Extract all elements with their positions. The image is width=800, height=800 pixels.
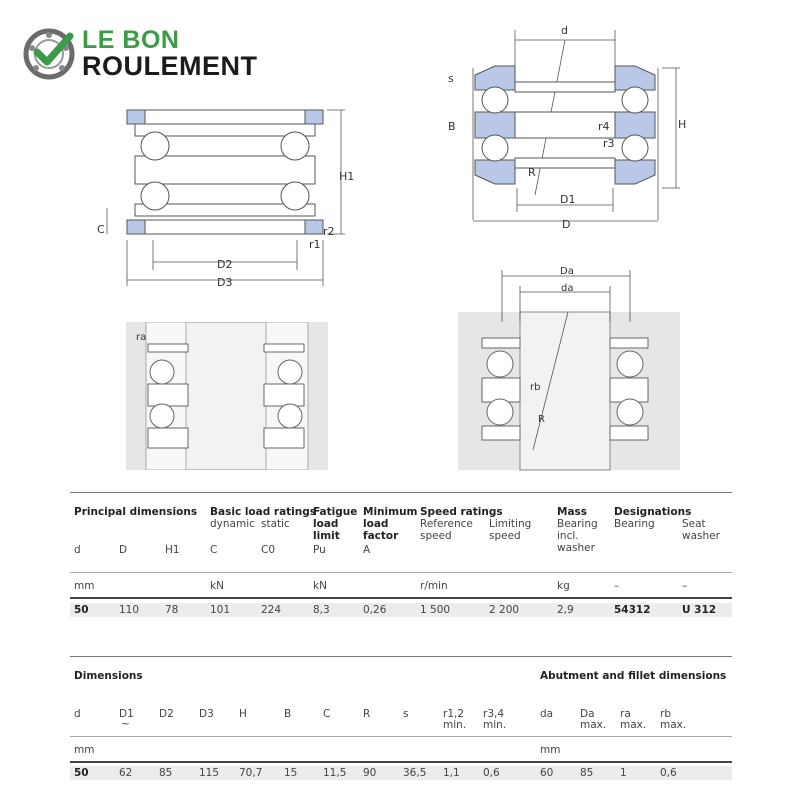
label-rb: rb: [530, 382, 541, 393]
sym-A: A: [363, 544, 371, 556]
brand-line2: ROULEMENT: [82, 51, 258, 81]
hdr-mass-2: incl.: [557, 530, 579, 542]
hdr-fatigue-3: limit: [313, 530, 340, 542]
hdr-dynamic: dynamic: [210, 518, 255, 530]
hdr-lim-speed-2: speed: [489, 530, 521, 542]
sym2-D1-sub: ~: [121, 718, 130, 730]
val-d: 50: [74, 604, 89, 616]
val2-ra: 1: [620, 767, 627, 779]
val-H1: 78: [165, 604, 179, 616]
label-R: R: [528, 166, 536, 179]
label-H1: H1: [339, 170, 355, 183]
val2-H: 70,7: [239, 767, 263, 779]
hdr-seat-1: Seat: [682, 518, 706, 530]
val-bearing: 54312: [614, 604, 651, 616]
val-D: 110: [119, 604, 140, 616]
val2-rb: 0,6: [660, 767, 677, 779]
hdr-lim-speed-1: Limiting: [489, 518, 532, 530]
hdr-basic: Basic load ratings: [210, 506, 317, 518]
brand-line1: LE BON: [82, 26, 180, 54]
label-r1: r1: [309, 238, 321, 251]
label-s: s: [448, 72, 454, 85]
val2-r12: 1,1: [443, 767, 460, 779]
hdr-minimum-3: factor: [363, 530, 399, 542]
val2-d: 50: [74, 767, 89, 779]
val2-C: 11,5: [323, 767, 347, 779]
sym2-da: da: [540, 708, 554, 720]
sym2-r34: r3,4: [483, 708, 505, 720]
val2-D1: 62: [119, 767, 133, 779]
hdr-fatigue-2: load: [313, 518, 339, 530]
sym2-Da: Da: [580, 708, 595, 720]
hdr-ref-speed-1: Reference: [420, 518, 473, 530]
val2-D3: 115: [199, 767, 220, 779]
sym2-r12-sub: min.: [443, 719, 467, 731]
unit-kN-2: kN: [313, 580, 327, 592]
sym2-H: H: [239, 708, 247, 720]
label-D1: D1: [560, 193, 576, 206]
sym2-B: B: [284, 708, 292, 720]
val-seat: U 312: [682, 604, 717, 616]
hdr-abutment: Abutment and fillet dimensions: [540, 670, 727, 682]
val2-da: 60: [540, 767, 554, 779]
val2-Da: 85: [580, 767, 594, 779]
hdr-principal: Principal dimensions: [74, 506, 198, 518]
sym2-ra-sub: max.: [620, 719, 647, 731]
sym2-r12: r1,2: [443, 708, 465, 720]
hdr-seat-2: washer: [682, 530, 720, 542]
unit-dash-1: –: [614, 580, 620, 592]
hdr-desig-bearing: Bearing: [614, 518, 655, 530]
sym-D: D: [119, 544, 128, 556]
unit2-mm-1: mm: [74, 744, 95, 756]
unit-speed: r/min: [420, 580, 448, 592]
sym2-Da-sub: max.: [580, 719, 607, 731]
sym-H1: H1: [165, 544, 180, 556]
label-R-mount: R: [538, 414, 545, 425]
val2-D2: 85: [159, 767, 173, 779]
label-H: H: [678, 118, 687, 131]
label-D: D: [562, 218, 571, 231]
val-Pu: 8,3: [313, 604, 330, 616]
label-B: B: [448, 120, 456, 133]
sym2-C: C: [323, 708, 331, 720]
unit-kN-1: kN: [210, 580, 224, 592]
hdr-fatigue-1: Fatigue: [313, 506, 358, 518]
sym-C0: C0: [261, 544, 276, 556]
label-ra: ra: [136, 332, 147, 343]
sym2-rb-sub: max.: [660, 719, 687, 731]
sym2-ra: ra: [620, 708, 631, 720]
label-r3: r3: [603, 137, 615, 150]
sym2-r34-sub: min.: [483, 719, 507, 731]
val-mass: 2,9: [557, 604, 574, 616]
val-ref-speed: 1 500: [420, 604, 451, 616]
hdr-dimensions: Dimensions: [74, 670, 143, 682]
unit-kg: kg: [557, 580, 570, 592]
hdr-mass-3: washer: [557, 542, 595, 554]
label-D3: D3: [217, 276, 233, 289]
sym-d: d: [74, 544, 81, 556]
val2-s: 36,5: [403, 767, 427, 779]
label-r4: r4: [598, 120, 610, 133]
sym2-rb: rb: [660, 708, 671, 720]
hdr-mass: Mass: [557, 506, 588, 518]
unit-dash-2: –: [682, 580, 688, 592]
val2-r34: 0,6: [483, 767, 500, 779]
hdr-designations: Designations: [614, 506, 692, 518]
sym-Pu: Pu: [313, 544, 326, 556]
label-C: C: [97, 223, 105, 236]
sym-C: C: [210, 544, 218, 556]
label-Da: Da: [560, 266, 574, 277]
val2-R: 90: [363, 767, 377, 779]
sym2-d: d: [74, 708, 81, 720]
sym2-s: s: [403, 708, 409, 720]
label-r2: r2: [323, 225, 335, 238]
sym2-D2: D2: [159, 708, 174, 720]
label-D2: D2: [217, 258, 233, 271]
hdr-ref-speed-2: speed: [420, 530, 452, 542]
unit-mm: mm: [74, 580, 95, 592]
hdr-static: static: [261, 518, 290, 530]
hdr-speed: Speed ratings: [420, 506, 503, 518]
val2-B: 15: [284, 767, 298, 779]
hdr-mass-1: Bearing: [557, 518, 598, 530]
val-C0: 224: [261, 604, 282, 616]
val-lim-speed: 2 200: [489, 604, 520, 616]
hdr-minimum-1: Minimum: [363, 506, 418, 518]
unit2-mm-2: mm: [540, 744, 561, 756]
label-d: d: [561, 24, 568, 37]
sym2-D3: D3: [199, 708, 214, 720]
val-A: 0,26: [363, 604, 387, 616]
sym2-D1: D1: [119, 708, 134, 720]
val-C: 101: [210, 604, 231, 616]
hdr-minimum-2: load: [363, 518, 389, 530]
label-da: da: [561, 283, 574, 294]
sym2-R: R: [363, 708, 371, 720]
